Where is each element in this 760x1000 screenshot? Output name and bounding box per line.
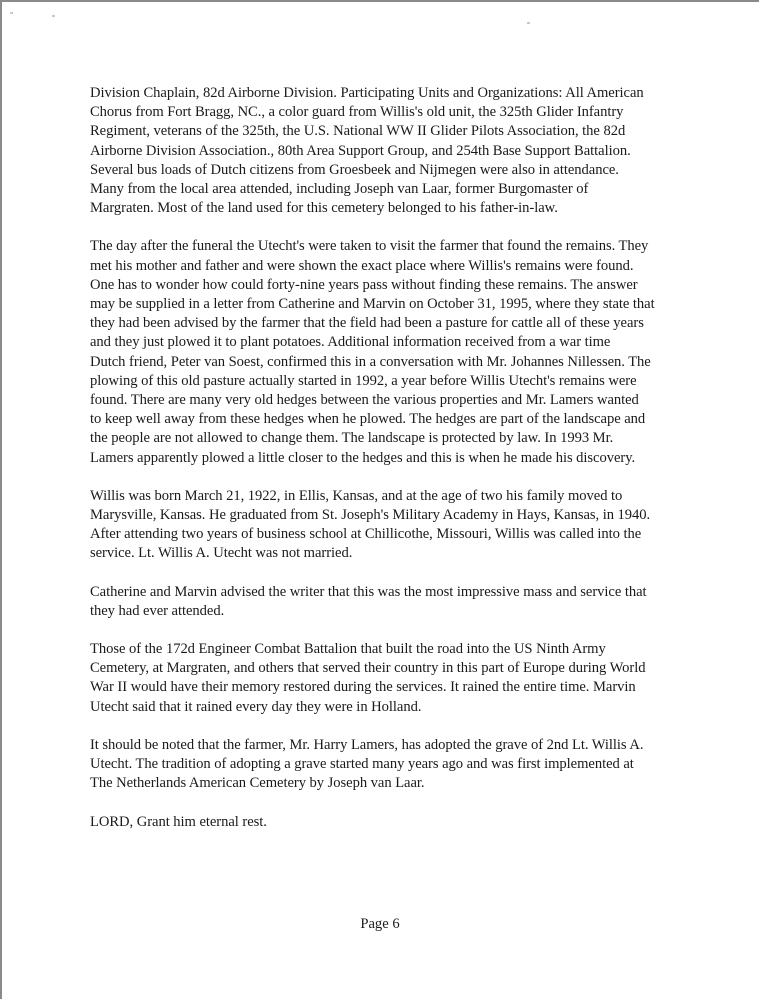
text-line: Utecht. The tradition of adopting a grave started many years ago and was first implemented at — [90, 756, 634, 773]
text-line: Division Chaplain, 82d Airborne Division. Participating Units and Organizations: All American — [90, 85, 644, 101]
text-line: The Netherlands American Cemetery by Joseph van Laar. — [90, 775, 425, 792]
paragraph — [90, 84, 720, 218]
paragraph — [90, 640, 720, 717]
text-line: Airborne Division Association., 80th Area Support Group, and 254th Base Support Battalion. — [90, 142, 631, 159]
text-line: Several bus loads of Dutch citizens from Groesbeek and Nijmegen were also in attendance. — [90, 161, 619, 178]
text-line: may be supplied in a letter from Catherine and Marvin on October 31, 1995, where they state that — [90, 296, 655, 313]
paragraph — [90, 487, 720, 564]
text-line: One has to wonder how could forty-nine years pass without finding these remains. The answer — [90, 276, 638, 293]
text-line: Utecht said that it rained every day they were in Holland. — [90, 698, 422, 715]
document-body — [90, 84, 720, 851]
page-number: Page 6 — [360, 916, 400, 932]
text-line: to keep well away from these hedges when he plowed. The hedges are part of the landscape and — [90, 411, 646, 428]
text-line: met his mother and father and were shown the exact place where Willis's remains were found. — [90, 257, 634, 274]
text-line: Catherine and Marvin advised the writer that this was the most impressive mass and service that — [90, 583, 647, 600]
text-line: service. Lt. Willis A. Utecht was not married. — [90, 545, 353, 562]
scan-speck — [527, 22, 530, 24]
text-line: found. There are many very old hedges between the various properties and Mr. Lamers wanted — [90, 392, 639, 409]
text-line: Many from the local area attended, including Joseph van Laar, former Burgomaster of — [90, 181, 589, 198]
text-line: It should be noted that the farmer, Mr. Harry Lamers, has adopted the grave of 2nd Lt. Willis A. — [90, 736, 644, 753]
paragraph — [90, 813, 720, 832]
text-line: Marysville, Kansas. He graduated from St. Joseph's Military Academy in Hays, Kansas, in 1940. — [90, 507, 651, 524]
text-line: Dutch friend, Peter van Soest, confirmed this in a conversation with Mr. Johannes Nillessen. The — [90, 353, 651, 370]
text-line: Cemetery, at Margraten, and others that served their country in this part of Europe during World — [90, 660, 646, 677]
text-line: The day after the funeral the Utecht's were taken to visit the farmer that found the remains. They — [90, 238, 649, 255]
text-line: LORD, Grant him eternal rest. — [90, 813, 267, 830]
text-line: and they just plowed it to plant potatoes. Additional information received from a war time — [90, 334, 611, 351]
text-line: they had been advised by the farmer that the field had been a pasture for cattle all of these years — [90, 315, 644, 332]
scan-speck — [10, 12, 13, 14]
text-line: Willis was born March 21, 1922, in Ellis, Kansas, and at the age of two his family moved to — [90, 487, 623, 504]
paragraph — [90, 583, 720, 621]
text-line: Lamers apparently plowed a little closer to the hedges and this is when he made his discovery. — [90, 449, 636, 466]
text-line: Margraten. Most of the land used for this cemetery belonged to his father-in-law. — [90, 200, 558, 217]
text-line: After attending two years of business school at Chillicothe, Missouri, Willis was called into the — [90, 526, 642, 543]
scan-speck — [52, 15, 55, 17]
text-line: plowing of this old pasture actually started in 1992, a year before Willis Utecht's remains were — [90, 372, 637, 389]
text-line: Chorus from Fort Bragg, NC., a color guard from Willis's old unit, the 325th Glider Infantry — [90, 104, 624, 121]
text-line: War II would have their memory restored during the services. It rained the entire time. Marvin — [90, 679, 636, 696]
paragraph — [90, 736, 720, 794]
text-line: the people are not allowed to change them. The landscape is protected by law. In 1993 Mr. — [90, 430, 614, 447]
text-line: Those of the 172d Engineer Combat Battalion that built the road into the US Ninth Army — [90, 641, 606, 658]
text-line: they had ever attended. — [90, 602, 225, 619]
paragraph — [90, 237, 720, 467]
text-line: Regiment, veterans of the 325th, the U.S. National WW II Glider Pilots Association, the 82d — [90, 123, 626, 140]
